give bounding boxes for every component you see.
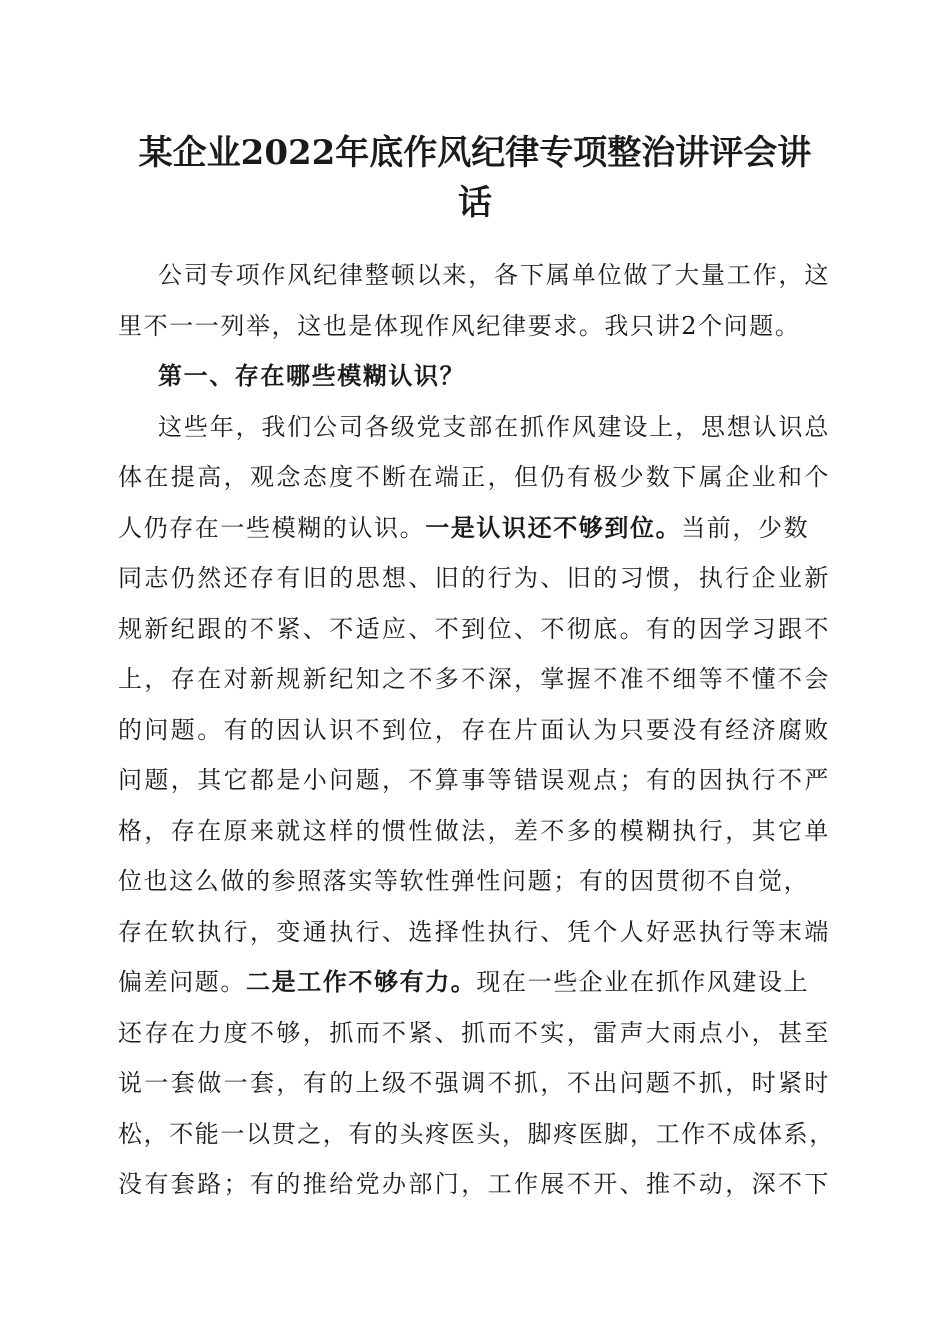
paragraph-line: 说一套做一套，有的上级不强调不抓，不出问题不抓，时紧时 [118, 1069, 830, 1097]
paragraph-line: 还存在力度不够，抓而不紧、抓而不实，雷声大雨点小，甚至 [118, 1018, 830, 1047]
paragraph-line: 松，不能一以贯之，有的头疼医头，脚疼医脚，工作不成体系， [118, 1119, 835, 1148]
title-line-2: 话 [458, 183, 492, 223]
paragraph-text: 现在一些企业在抓作风建设上 [476, 968, 810, 996]
paragraph-text: 人仍存在一些模糊的认识。 [118, 513, 426, 542]
paragraph-line: 问题，其它都是小问题，不算事等错误观点；有的因执行不严 [118, 766, 830, 794]
paragraph-line: 同志仍然还存有旧的思想、旧的行为、旧的习惯，执行企业新 [118, 564, 830, 592]
paragraph-line [118, 957, 830, 1008]
paragraph-line: 里不一一列举，这也是体现作风纪律要求。我只讲2个问题。 [118, 311, 801, 340]
paragraph-line: 规新纪跟的不紧、不适应、不到位、不彻底。有的因学习跟不 [118, 614, 830, 643]
paragraph-line: 上，存在对新规新纪知之不多不深，掌握不准不细等不懂不会 [118, 665, 830, 693]
paragraph-line [118, 503, 830, 554]
paragraph-line: 体在提高，观念态度不断在端正，但仍有极少数下属企业和个 [118, 463, 830, 491]
paragraph-line: 存在软执行，变通执行、选择性执行、凭个人好恶执行等末端 [118, 917, 830, 946]
document-title [130, 128, 820, 228]
paragraph-line: 的问题。有的因认识不到位，存在片面认为只要没有经济腐败 [118, 715, 830, 744]
document-body [118, 250, 835, 1210]
title-line-1: 某企业2022年底作风纪律专项整治讲评会讲 [138, 133, 812, 173]
paragraph-line: 这些年，我们公司各级党支部在抓作风建设上，思想认识总 [158, 412, 830, 441]
section-heading: 第一、存在哪些模糊认识？ [158, 361, 466, 390]
paragraph-line: 格，存在原来就这样的惯性做法，差不多的模糊执行，其它单 [118, 816, 830, 845]
paragraph-line: 位也这么做的参照落实等软性弹性问题；有的因贯彻不自觉， [118, 867, 810, 895]
emphasis-point-one: 一是认识还不够到位。 [425, 512, 682, 542]
emphasis-point-two: 二是工作不够有力。 [246, 967, 477, 996]
paragraph-text: 偏差问题。 [118, 968, 246, 996]
paragraph-line: 没有套路；有的推给党办部门，工作展不开、推不动，深不下 [118, 1170, 830, 1198]
paragraph-text: 当前，少数 [681, 513, 810, 542]
paragraph-line: 公司专项作风纪律整顿以来，各下属单位做了大量工作，这 [158, 261, 830, 289]
